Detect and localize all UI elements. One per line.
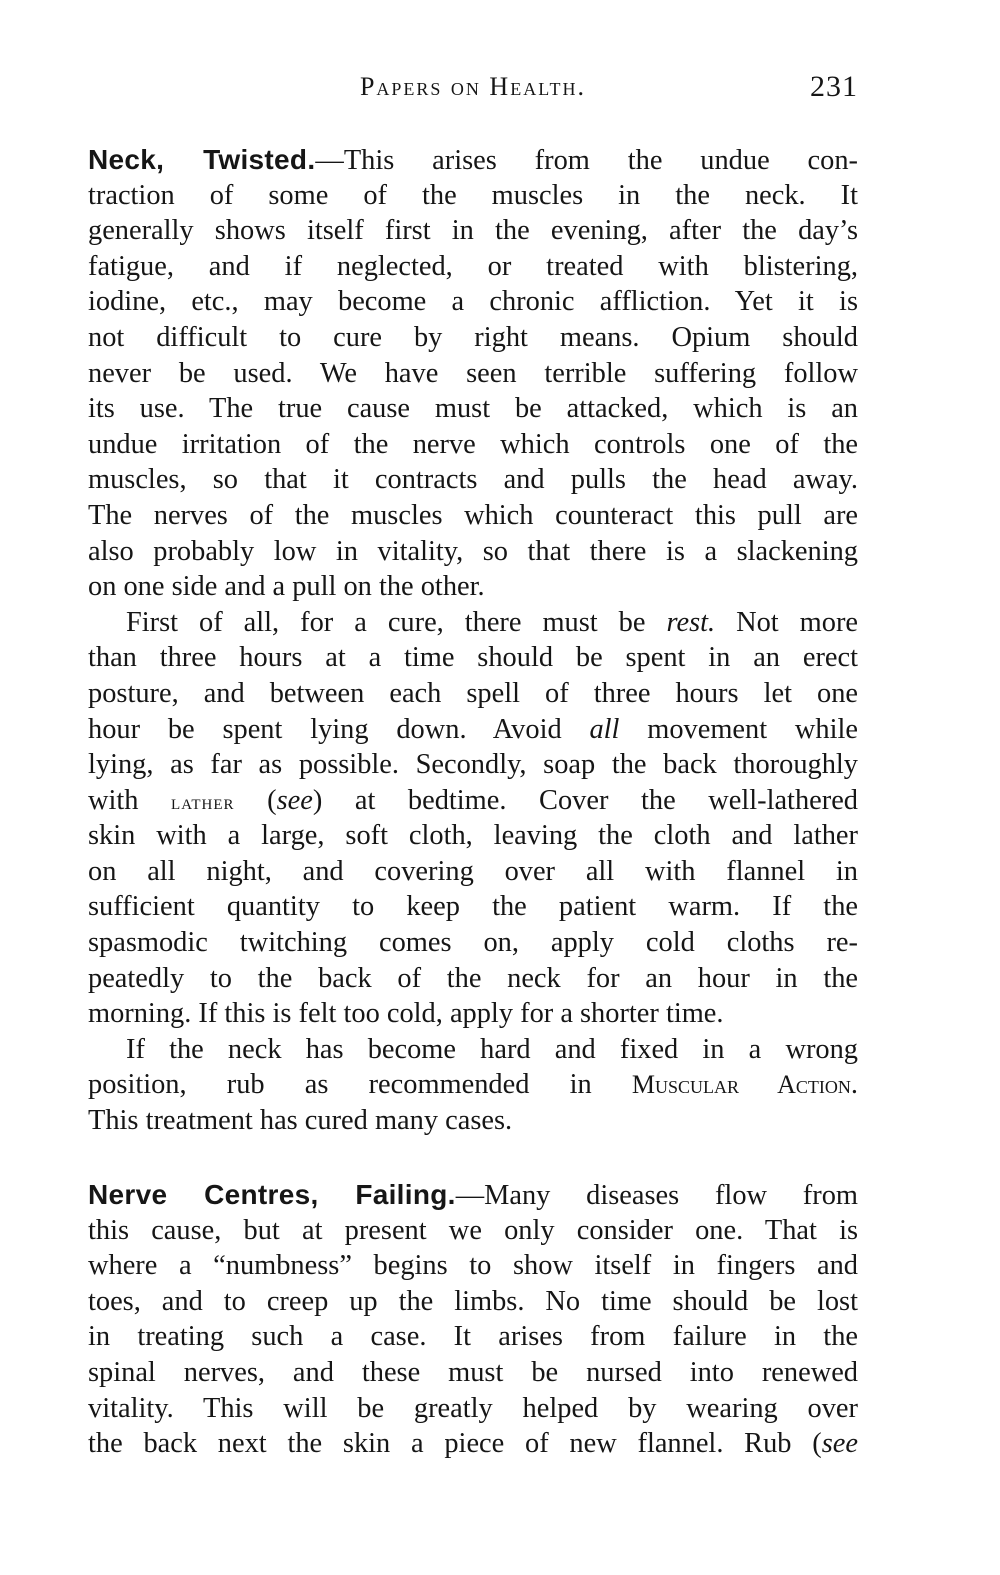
text-run: If the neck has become hard and fixed in a wrong [126,1033,858,1065]
text-run: traction of some of the muscles in the neck. It [88,179,858,211]
italic-text: rest. [666,606,716,638]
text-run: where a “numbness” begins to show itself in fingers and [88,1250,858,1282]
text-line [88,676,858,712]
text-line [88,640,858,676]
text-run: skin with a large, soft cloth, leaving the cloth and lather [88,820,858,852]
text-run: its use. The true cause must be attacked, which is an [88,393,858,425]
text-run: generally shows itself first in the evening, after the day’s [88,215,858,247]
text-line [88,605,858,641]
text-run: than three hours at a time should be spent in an erect [88,642,858,674]
text-run: lying, as far as possible. Secondly, soap the back thoroughly [88,749,858,781]
paragraph [88,605,858,1032]
entry-nerve-centres-failing [88,1177,858,1462]
text-line [88,1103,858,1139]
text-line [88,854,858,890]
text-run: never be used. We have seen terrible suffering follow [88,357,858,389]
text-run: on one side and a pull on the other. [88,571,485,603]
text-line [88,783,858,819]
text-run: undue irritation of the nerve which controls one of the [88,428,858,460]
text-run: with [88,784,172,816]
text-line [88,427,858,463]
text-line [88,284,858,320]
text-line [88,569,858,605]
entry-neck-twisted [88,142,858,1139]
text-run: The nerves of the muscles which counteract this pull are [88,499,858,531]
text-line [88,961,858,997]
text-line [88,320,858,356]
text-line [88,889,858,925]
text-run: ) at bedtime. Cover the well-lathered [312,784,858,816]
text-run: on all night, and covering over all with flannel in [88,855,858,887]
text-run: ( [234,784,277,816]
text-line [88,391,858,427]
text-run: —This arises from the undue con- [315,145,858,176]
text-line [88,1032,858,1068]
text-run: Not more [715,606,858,638]
text-run: sufficient quantity to keep the patient warm. If the [88,891,858,923]
text-run: fatigue, and if neglected, or treated with blistering, [88,250,858,282]
running-head [88,72,858,112]
text-line [88,1426,858,1462]
entry-heading: Nerve Centres, Failing. [88,1179,456,1210]
cross-reference: lather [171,788,235,814]
text-run: vitality. This will be greatly helped by wearing over [88,1392,858,1424]
cross-reference: Muscular Action [631,1070,851,1100]
text-line [88,996,858,1032]
text-line [88,356,858,392]
text-line [88,818,858,854]
text-run: This treatment has cured many cases. [88,1105,513,1137]
italic-text: all [589,713,620,745]
text-line [88,1248,858,1284]
paragraph [88,142,858,605]
text-run: the back next the skin a piece of new flannel. Rub ( [88,1428,822,1460]
text-run: position, rub as recommended in [88,1069,632,1101]
text-line [88,712,858,748]
text-line [88,142,858,178]
page-number: 231 [810,70,858,103]
text-run: morning. If this is felt too cold, apply for a shorter time. [88,998,724,1030]
paragraph [88,1177,858,1462]
paragraph [88,1032,858,1139]
text-run: spinal nerves, and these must be nursed into renewed [88,1356,858,1388]
entry-heading: Neck, Twisted. [88,144,316,175]
text-run: posture, and between each spell of three hours let one [88,677,858,709]
text-line [88,1391,858,1427]
text-run: —Many diseases flow from [455,1180,858,1211]
text-run: spasmodic twitching comes on, apply cold cloths re- [88,927,858,959]
text-run: muscles, so that it contracts and pulls the head away. [88,464,858,496]
text-line [88,213,858,249]
italic-text: see [276,784,313,816]
text-run: First of all, for a cure, there must be [126,606,667,638]
text-run: hour be spent lying down. Avoid [88,713,590,745]
text-run: . [850,1069,858,1101]
text-line [88,925,858,961]
text-run: not difficult to cure by right means. Opium should [88,321,858,353]
text-line [88,1177,858,1213]
text-line [88,498,858,534]
italic-text: see [821,1428,858,1460]
text-run: this cause, but at present we only consider one. That is [88,1214,858,1246]
text-line [88,178,858,214]
text-line [88,1284,858,1320]
text-line [88,747,858,783]
text-run: also probably low in vitality, so that there is a slackening [88,535,858,567]
text-run: iodine, etc., may become a chronic affliction. Yet it is [88,286,858,318]
text-line [88,1213,858,1249]
text-run: movement while [619,713,858,745]
text-line [88,1355,858,1391]
text-line [88,249,858,285]
text-run: peatedly to the back of the neck for an hour in the [88,962,858,994]
text-line [88,1067,858,1103]
text-line [88,534,858,570]
text-run: in treating such a case. It arises from failure in the [88,1321,858,1353]
text-run: toes, and to creep up the limbs. No time should be lost [88,1285,858,1317]
text-line [88,462,858,498]
running-title: Papers on Health. [359,72,587,101]
text-line [88,1319,858,1355]
